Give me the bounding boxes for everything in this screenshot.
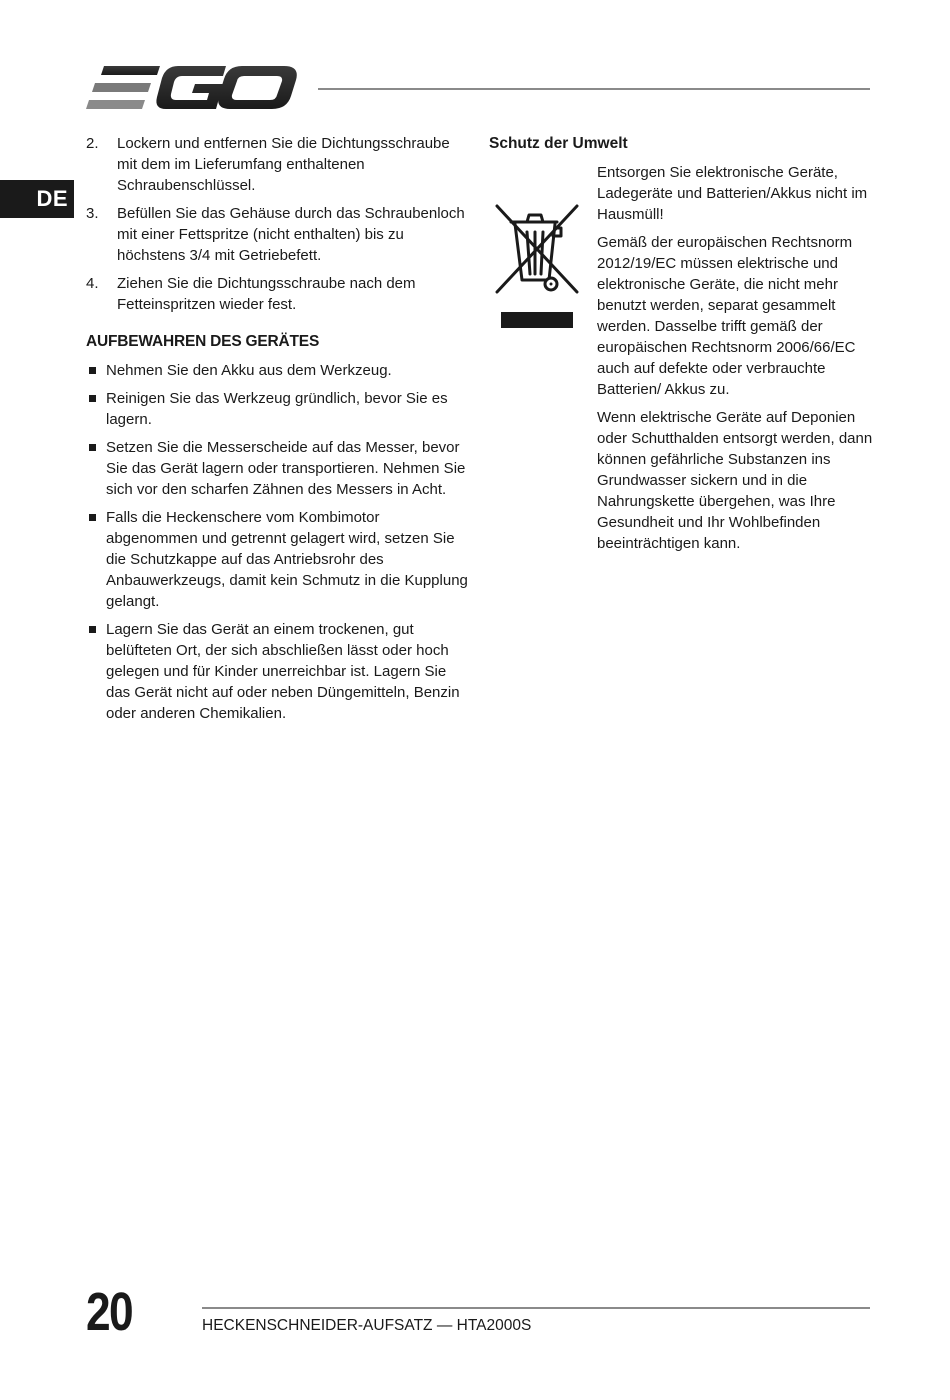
- environment-paragraph: Gemäß der europäischen Rechtsnorm 2012/19/EC müssen elektrische und elektronische Geräte, die nicht mehr benutzt werden, separat gesammelt werden. Dasselbe trifft gemäß der europäischen Rechtsnorm 2006/66/EC auch auf defekte oder verbrauchte Batterien/ Akkus zu.: [597, 234, 856, 398]
- language-tab: [0, 180, 74, 218]
- language-label: DE: [36, 186, 68, 211]
- step-item: [86, 133, 471, 196]
- crossed-out-wheelie-bin-icon: [491, 202, 583, 332]
- list-item: [86, 619, 471, 724]
- storage-heading: AUFBEWAHREN DES GERÄTES: [86, 333, 320, 350]
- step-number: 2.: [86, 135, 99, 152]
- step-number: 3.: [86, 205, 99, 222]
- right-column: [489, 133, 879, 561]
- maintenance-steps: [86, 133, 471, 315]
- environment-text: [597, 162, 879, 554]
- ego-logo: [86, 62, 298, 114]
- step-number: 4.: [86, 275, 99, 292]
- footer-rule: [202, 1307, 870, 1309]
- bullet-icon: [89, 514, 96, 521]
- bullet-icon: [89, 395, 96, 402]
- footer-title: HECKENSCHNEIDER-AUFSATZ — HTA2000S: [202, 1317, 532, 1334]
- step-text: Befüllen Sie das Gehäuse durch das Schraubenloch mit einer Fettspritze (nicht enthalten) bis zu höchstens 3/4 mit Getriebefett.: [117, 205, 465, 264]
- list-item-text: Lagern Sie das Gerät an einem trockenen, gut belüfteten Ort, der sich abschließen lässt oder hoch gelegen und für Kinder unerreichbar ist. Lagern Sie das Gerät nicht auf oder neben Düngemitteln, Benzin oder anderen Chemikalien.: [106, 621, 460, 722]
- bullet-icon: [89, 444, 96, 451]
- step-text: Lockern und entfernen Sie die Dichtungsschraube mit dem im Lieferumfang enthaltenen Schraubenschlüssel.: [117, 135, 450, 194]
- list-item-text: Setzen Sie die Messerscheide auf das Messer, bevor Sie das Gerät lagern oder transportieren. Nehmen Sie sich vor den scharfen Zähnen des Messers in Acht.: [106, 439, 466, 498]
- bullet-icon: [89, 626, 96, 633]
- step-item: [86, 273, 471, 315]
- environment-paragraph: Entsorgen Sie elektronische Geräte, Ladegeräte und Batterien/Akkus nicht im Hausmüll!: [597, 164, 868, 223]
- step-text: Ziehen Sie die Dichtungsschraube nach dem Fetteinspritzen wieder fest.: [117, 275, 416, 313]
- list-item-text: Falls die Heckenschere vom Kombimotor abgenommen und getrennt gelagert wird, setzen Sie die Schutzkappe auf das Antriebsrohr des Anbauwerkzeugs, damit kein Schmutz in die Kupplung gelangt.: [106, 509, 468, 610]
- step-item: [86, 203, 471, 266]
- list-item: [86, 437, 471, 500]
- left-column: [86, 133, 471, 731]
- page-number: 20: [86, 1282, 132, 1342]
- storage-list: [86, 360, 471, 724]
- list-item-text: Nehmen Sie den Akku aus dem Werkzeug.: [106, 362, 392, 379]
- list-item: [86, 388, 471, 430]
- bullet-icon: [89, 367, 96, 374]
- list-item: [86, 507, 471, 612]
- header-rule: [318, 88, 870, 90]
- environment-paragraph: Wenn elektrische Geräte auf Deponien oder Schutthalden entsorgt werden, dann können gefährliche Substanzen ins Grundwasser sickern und in die Nahrungskette übergehen, was Ihre Gesundheit und Ihr Wohlbefinden beeinträchtigen kann.: [597, 409, 873, 552]
- environment-section: [489, 162, 879, 554]
- list-item: [86, 360, 471, 381]
- list-item-text: Reinigen Sie das Werkzeug gründlich, bevor Sie es lagern.: [106, 390, 448, 428]
- environment-heading: Schutz der Umwelt: [489, 135, 628, 152]
